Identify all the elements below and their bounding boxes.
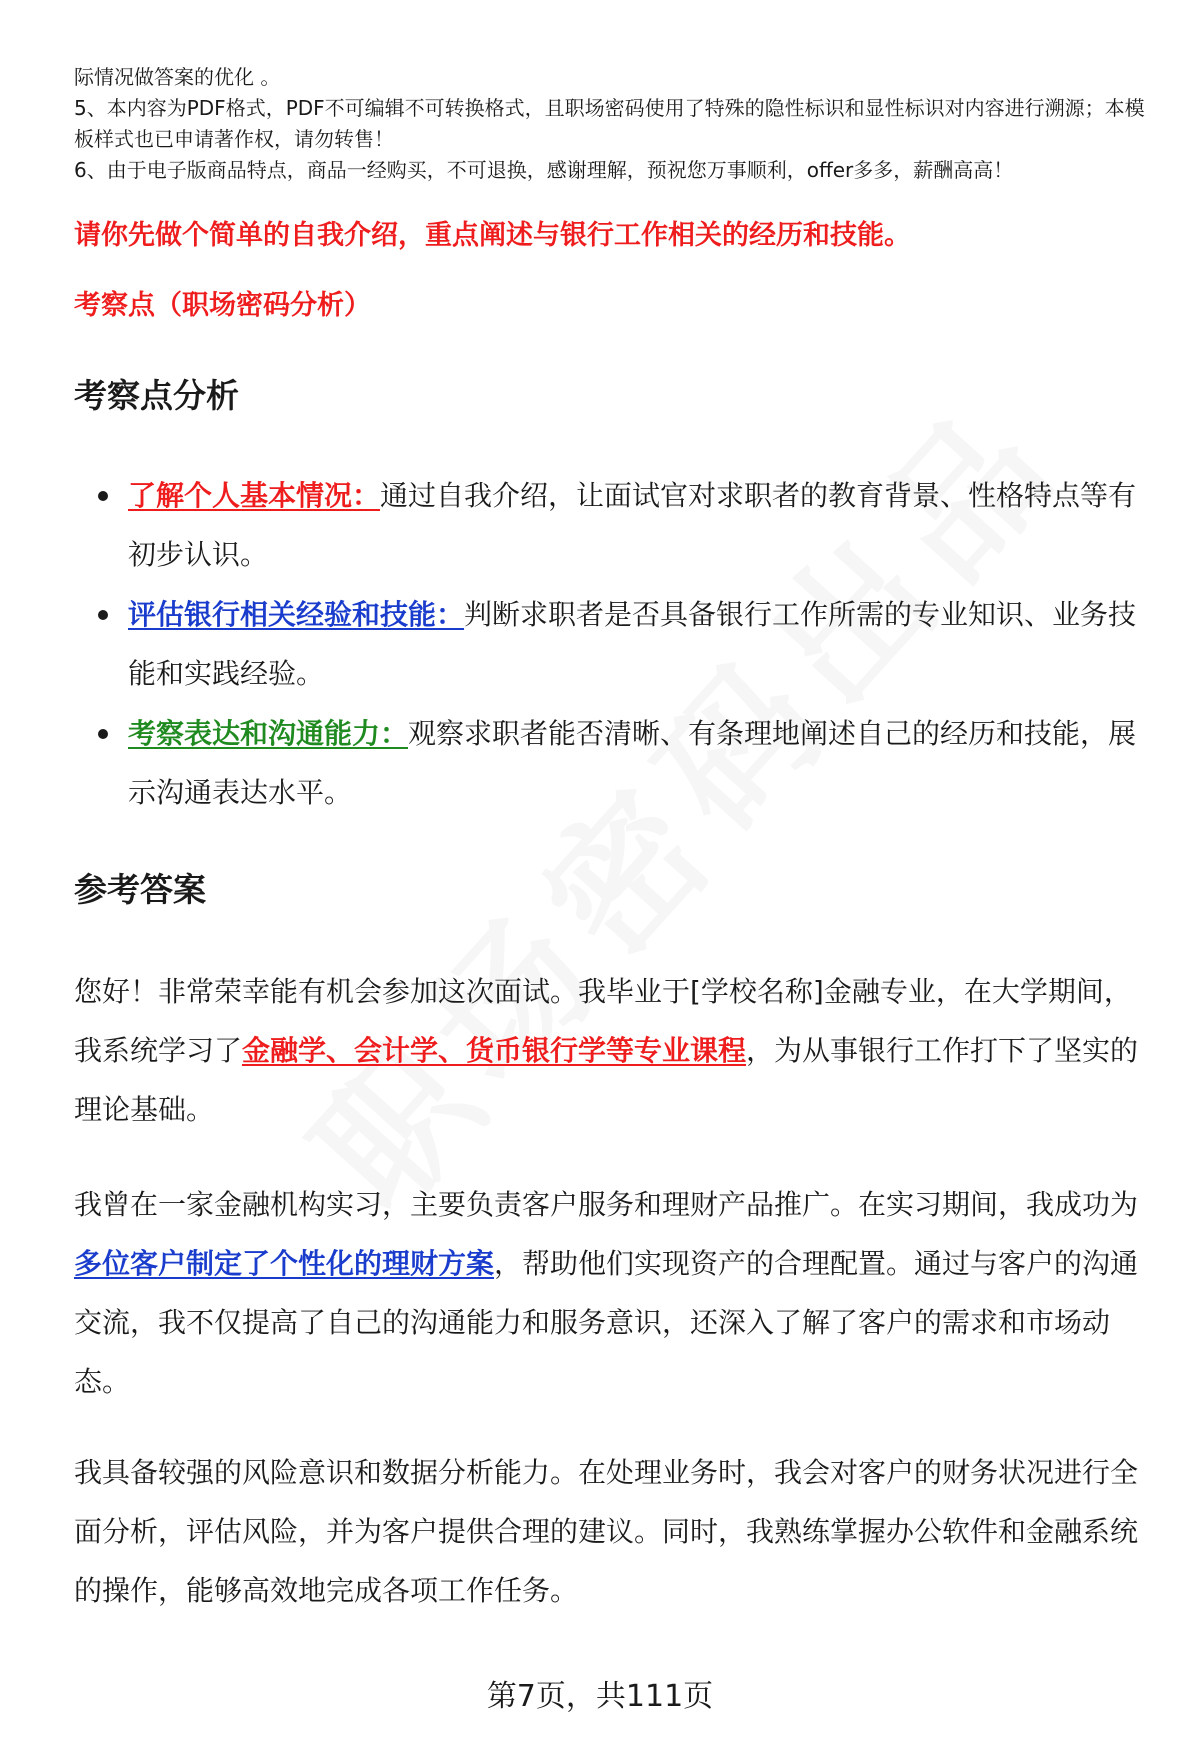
page-number: 第7页，共111页 [486, 1679, 714, 1714]
bullet-label: 评估银行相关经验和技能： [128, 598, 465, 631]
list-item [74, 585, 1164, 703]
interview-question: 请你先做个简单的自我介绍，重点阐述与银行工作相关的经历和技能。 [74, 220, 911, 251]
bullet-dot [98, 610, 108, 620]
bullet-text: 通过自我介绍，让面试官对求职者的教育背景、性格特点等有初步认识。 [128, 479, 1137, 571]
answer-text: 我曾在一家金融机构实习，主要负责客户服务和理财产品推广。在实习期间，我成功为 [74, 1188, 1139, 1221]
bullet-dot [98, 729, 108, 739]
analysis-list [74, 466, 1164, 823]
answer-paragraph [74, 962, 1154, 1139]
answer-paragraph: 我具备较强的风险意识和数据分析能力。在处理业务时，我会对客户的财务状况进行全面分析，评估风险，并为客户提供合理的建议。同时，我熟练掌握办公软件和金融系统的操作，能够高效地完成各项工作任务。 [74, 1456, 1139, 1607]
list-item [74, 466, 1164, 584]
note-line: 5、本内容为PDF格式，PDF不可编辑不可转换格式，且职场密码使用了特殊的隐性标识和显性标识对内容进行溯源；本模板样式也已申请著作权，请勿转售！ [74, 96, 1145, 151]
bullet-dot [98, 491, 108, 501]
bullet-label: 了解个人基本情况： [128, 479, 381, 512]
note-line: 6、由于电子版商品特点，商品一经购买，不可退换，感谢理解，预祝您万事顺利，offer多多，薪酬高高！ [74, 158, 1014, 182]
answer-highlight: 金融学、会计学、货币银行学等专业课程 [242, 1034, 747, 1067]
bullet-label: 考察表达和沟通能力： [128, 717, 409, 750]
bullet-text: 观察求职者能否清晰、有条理地阐述自己的经历和技能，展示沟通表达水平。 [128, 717, 1137, 809]
bullet-text: 判断求职者是否具备银行工作所需的专业知识、业务技能和实践经验。 [128, 598, 1137, 690]
answer-highlight: 多位客户制定了个性化的理财方案 [74, 1247, 495, 1280]
answer-heading: 参考答案 [74, 870, 206, 909]
list-item [74, 704, 1164, 822]
answer-text: ，帮助他们实现资产的合理配置。通过与客户的沟通交流，我不仅提高了自己的沟通能力和服务意识，还深入了解了客户的需求和市场动态。 [74, 1247, 1139, 1398]
note-line: 际情况做答案的优化 。 [74, 65, 281, 89]
answer-text: ，为从事银行工作打下了坚实的理论基础。 [74, 1034, 1139, 1126]
analysis-heading: 考察点分析 [74, 376, 239, 415]
notes-block [74, 62, 1164, 186]
answer-paragraph [74, 1175, 1154, 1411]
answer-text: 您好！非常荣幸能有机会参加这次面试。我毕业于[学校名称]金融专业，在大学期间，我系统学习了 [74, 975, 1132, 1067]
assessment-label: 考察点（职场密码分析） [74, 290, 371, 321]
